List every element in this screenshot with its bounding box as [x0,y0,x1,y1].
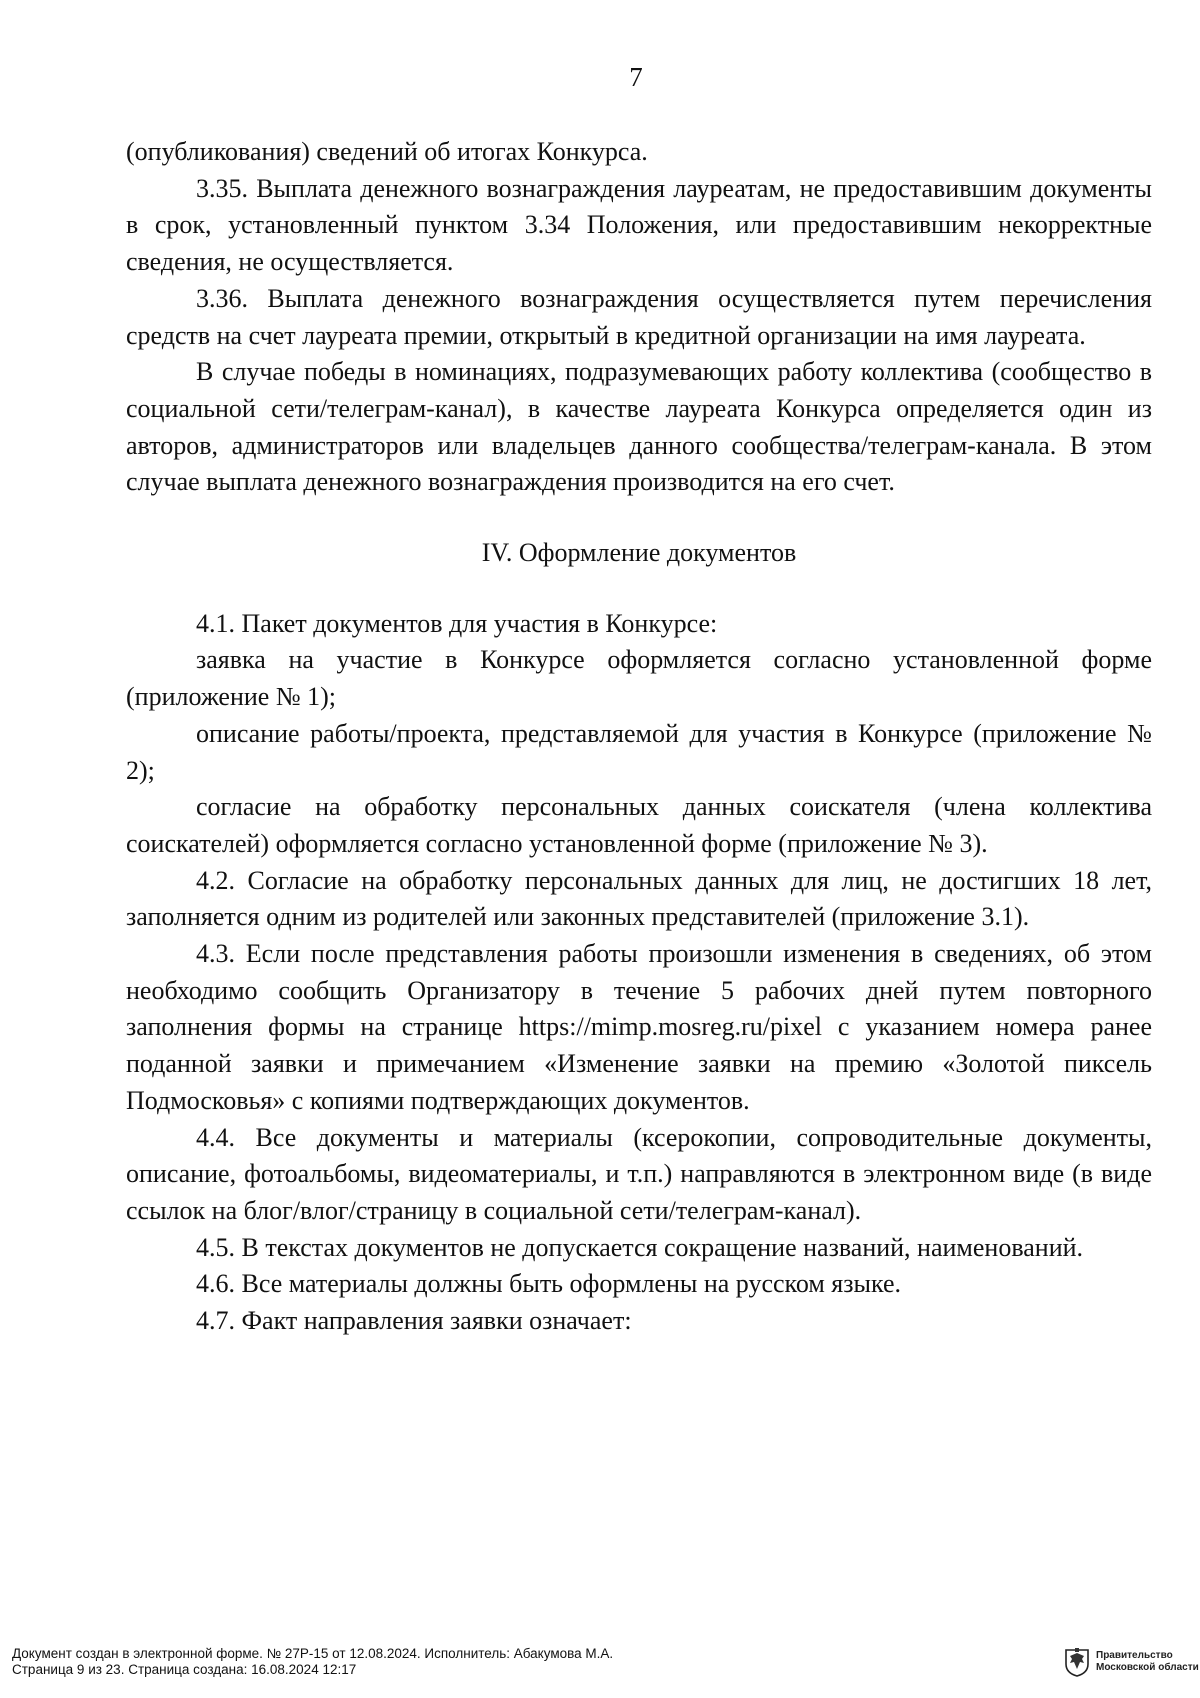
paragraph-4-3: 4.3. Если после представления работы произошли изменения в сведениях, об этом необходимо сообщить Организатору в течение 5 рабочих дней путем повторного заполнения формы на странице https://mimp.mosreg.ru/pixel с указанием номера ранее поданной заявки и примечанием «Изменение заявки на премию «Золотой пиксель Подмосковья» с копиями подтверждающих документов. [126,939,1152,1115]
paragraph-4-4: 4.4. Все документы и материалы (ксерокопии, сопроводительные документы, описание, фотоальбомы, видеоматериалы, и т.п.) направляются в электронном виде (в виде ссылок на блог/влог/страницу в социальной сети/телеграм-канал). [126,1122,1152,1225]
government-logo-text [1096,1650,1199,1674]
paragraph-4-1: 4.1. Пакет документов для участия в Конкурсе: [196,608,718,638]
paragraph-project-description: описание работы/проекта, представляемой для участия в Конкурсе (приложение № 2); [126,718,1152,785]
paragraph-continuation: (опубликования) сведений об итогах Конкурса. [126,137,648,166]
document-footer [12,1646,613,1678]
paragraph-personal-data-consent: согласие на обработку персональных данных соискателя (члена коллектива соискателей) оформляется согласно установленной форме (приложение № 3). [126,792,1152,858]
paragraph-4-6: 4.6. Все материалы должны быть оформлены на русском языке. [196,1269,902,1299]
paragraph-3-35: 3.35. Выплата денежного вознаграждения лауреатам, не предоставившим документы в срок, установленный пунктом 3.34 Положения, или предоставившим некорректные сведения, не осуществляется. [126,173,1152,277]
document-body [126,134,1152,1340]
page-number: 7 [629,62,643,92]
logo-text-line-1: Правительство [1096,1650,1173,1661]
paragraph-team-nominations: В случае победы в номинациях, подразумевающих работу коллектива (сообщество в социальной сети/телеграм-канал), в качестве лауреата Конкурса определяется один из авторов, администраторов или владельцев данного сообщества/телеграм-канала. В этом случае выплата денежного вознаграждения производится на его счет. [126,357,1152,497]
paragraph-application-form: заявка на участие в Конкурсе оформляется согласно установленной форме (приложение № 1); [126,645,1152,712]
footer-page-info: Страница 9 из 23. Страница создана: 16.08.2024 12:17 [12,1662,357,1677]
footer-document-info: Документ создан в электронной форме. № 27Р-15 от 12.08.2024. Исполнитель: Абакумова М.А. [12,1646,614,1661]
paragraph-4-2: 4.2. Согласие на обработку персональных данных для лиц, не достигших 18 лет, заполняется одним из родителей или законных представителей (приложение 3.1). [126,865,1152,932]
section-heading: IV. Оформление документов [481,538,797,568]
paragraph-4-7: 4.7. Факт направления заявки означает: [196,1306,632,1336]
coat-of-arms-icon [1064,1647,1090,1677]
logo-text-line-2: Московской области [1096,1662,1199,1673]
paragraph-3-36: 3.36. Выплата денежного вознаграждения осуществляется путем перечисления средств на счет лауреата премии, открытый в кредитной организации на имя лауреата. [126,283,1152,350]
paragraph-4-5: 4.5. В текстах документов не допускается сокращение названий, наименований. [196,1232,1084,1262]
